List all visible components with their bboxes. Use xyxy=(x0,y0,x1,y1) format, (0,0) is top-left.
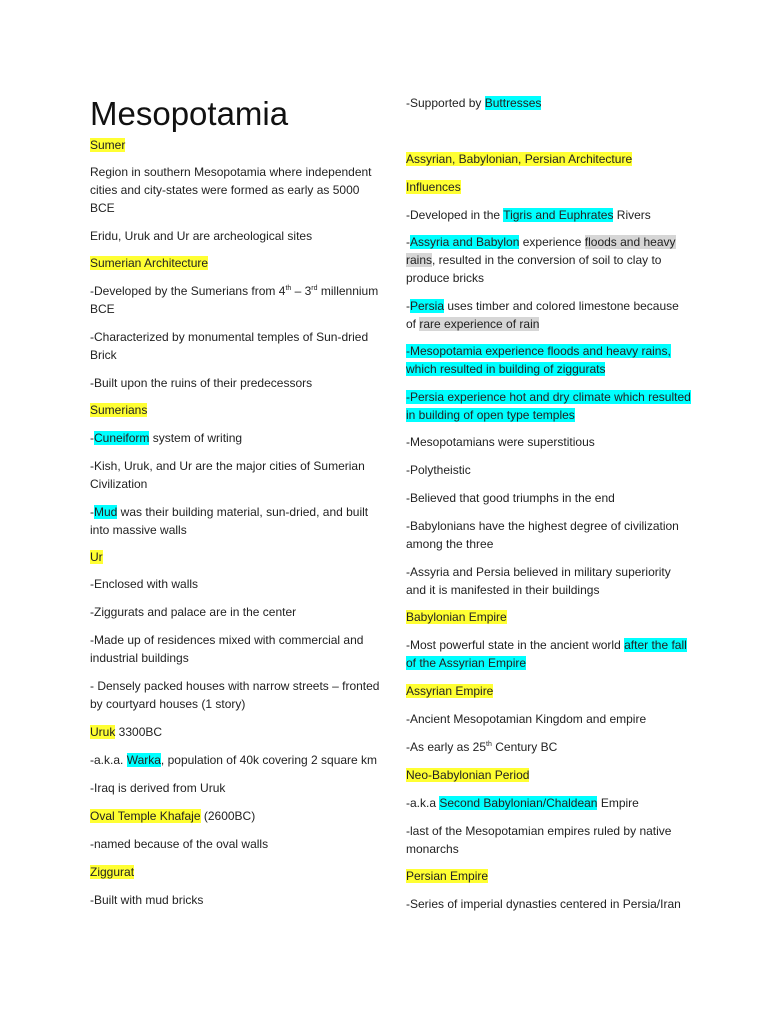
paragraph-text: -last of the Mesopotamian empires ruled by native monarchs xyxy=(406,824,672,856)
left-paragraph xyxy=(90,807,380,825)
left-paragraph xyxy=(90,891,380,909)
left-paragraph xyxy=(90,751,380,769)
paragraph-text: rd xyxy=(311,285,318,292)
left-paragraph xyxy=(90,835,380,853)
right-paragraph xyxy=(406,563,692,599)
right-paragraph xyxy=(406,738,692,756)
paragraph-text: Rivers xyxy=(613,208,651,222)
right-paragraph xyxy=(406,867,692,885)
left-paragraph xyxy=(90,503,380,539)
highlighted-text: Persian Empire xyxy=(406,869,489,883)
paragraph-text: Empire xyxy=(597,796,639,810)
paragraph-text: Eridu, Uruk and Ur are archeological sites xyxy=(90,229,313,243)
paragraph-text: -a.k.a xyxy=(406,796,440,810)
paragraph-text: -Babylonians have the highest degree of civilization among the three xyxy=(406,519,679,551)
right-paragraph xyxy=(406,794,692,812)
left-paragraph xyxy=(90,575,380,593)
paragraph-text: -Assyria and Persia believed in military superiority and it is manifested in their buildings xyxy=(406,565,671,597)
paragraph-text: experience xyxy=(519,235,585,249)
highlighted-text: Babylonian Empire xyxy=(406,610,507,624)
right-paragraph xyxy=(406,766,692,784)
paragraph-text: Century BC xyxy=(491,740,558,754)
paragraph-text: -Series of imperial dynasties centered in Persia/Iran xyxy=(406,897,681,911)
paragraph-text: , population of 40k covering 2 square km xyxy=(160,753,378,767)
paragraph-text: -Characterized by monumental temples of Sun-dried Brick xyxy=(90,330,369,362)
highlighted-text: Neo-Babylonian Period xyxy=(406,768,530,782)
left-paragraph xyxy=(90,227,380,245)
paragraph-text: -Developed by the Sumerians from 4 xyxy=(90,284,286,298)
paragraph-text: -Ancient Mesopotamian Kingdom and empire xyxy=(406,712,647,726)
paragraph-text: -Enclosed with walls xyxy=(90,577,199,591)
highlighted-text: Ziggurat xyxy=(90,865,135,879)
left-paragraph xyxy=(90,457,380,493)
paragraph-text: -Built with mud bricks xyxy=(90,893,204,907)
highlighted-text: Sumerians xyxy=(90,403,148,417)
left-paragraph xyxy=(90,401,380,419)
highlighted-text: after the fall of the Assyrian Empire xyxy=(406,638,687,670)
right-paragraph xyxy=(406,233,692,287)
highlighted-text: Persia xyxy=(410,299,445,313)
highlighted-text: -Mesopotamia experience floods and heavy rains, which resulted in building of ziggurats xyxy=(406,344,671,376)
highlighted-text: -Persia experience hot and dry climate which resulted in building of open type temples xyxy=(406,390,691,422)
highlighted-text: Assyria and Babylon xyxy=(410,235,520,249)
paragraph-text: -Iraq is derived from Uruk xyxy=(90,781,226,795)
highlighted-text: Influences xyxy=(406,180,461,194)
left-paragraph xyxy=(90,723,380,741)
right-paragraph xyxy=(406,710,692,728)
paragraph-text: – 3 xyxy=(291,284,312,298)
left-paragraph xyxy=(90,254,380,272)
paragraph-text: system of writing xyxy=(149,431,243,445)
left-paragraph xyxy=(90,631,380,667)
left-paragraph xyxy=(90,136,380,154)
left-paragraph xyxy=(90,603,380,621)
right-paragraph xyxy=(406,822,692,858)
right-paragraph xyxy=(406,461,692,479)
paragraph-text: -named because of the oval walls xyxy=(90,837,269,851)
right-paragraph xyxy=(406,206,692,224)
left-paragraph xyxy=(90,863,380,881)
paragraph-text: millennium BCE xyxy=(90,284,379,316)
highlighted-text: Mud xyxy=(94,505,118,519)
paragraph-text: -Kish, Uruk, and Ur are the major cities of Sumerian Civilization xyxy=(90,459,365,491)
paragraph-text: (2600BC) xyxy=(200,809,256,823)
left-paragraph xyxy=(90,677,380,713)
page-title: Mesopotamia xyxy=(90,95,289,132)
left-paragraph xyxy=(90,282,380,318)
right-paragraph xyxy=(406,636,692,672)
paragraph-text: - xyxy=(90,431,94,445)
paragraph-text: - xyxy=(90,505,94,519)
paragraph-text: was their building material, sun-dried, and built into massive walls xyxy=(90,505,369,537)
highlighted-text: Tigris and Euphrates xyxy=(503,208,614,222)
paragraph-text: -Mesopotamians were superstitious xyxy=(406,435,595,449)
highlighted-text: Cuneiform xyxy=(94,431,150,445)
right-paragraph xyxy=(406,342,692,378)
left-paragraph xyxy=(90,429,380,447)
left-paragraph xyxy=(90,779,380,797)
paragraph-text: -Made up of residences mixed with commercial and industrial buildings xyxy=(90,633,364,665)
right-paragraph xyxy=(406,682,692,700)
paragraph-text: -Ziggurats and palace are in the center xyxy=(90,605,297,619)
left-paragraph xyxy=(90,548,380,566)
right-paragraph xyxy=(406,433,692,451)
right-paragraph xyxy=(406,489,692,507)
highlighted-text: Assyrian, Babylonian, Persian Architecture xyxy=(406,152,633,166)
paragraph-text: -Built upon the ruins of their predecessors xyxy=(90,376,313,390)
paragraph-text: th xyxy=(285,285,292,292)
highlighted-text: rare experience of rain xyxy=(419,317,540,331)
right-paragraph xyxy=(406,150,692,168)
paragraph-text: -Most powerful state in the ancient world xyxy=(406,638,625,652)
highlighted-text: Ur xyxy=(90,550,103,564)
paragraph-text: -As early as 25 xyxy=(406,740,487,754)
right-paragraph xyxy=(406,517,692,553)
paragraph-text: - xyxy=(406,299,410,313)
paragraph-text: -Polytheistic xyxy=(406,463,471,477)
left-paragraph xyxy=(90,328,380,364)
paragraph-text: 3300BC xyxy=(115,725,163,739)
right-paragraph xyxy=(406,94,692,112)
paragraph-text: -a.k.a. xyxy=(90,753,127,767)
right-paragraph xyxy=(406,178,692,196)
right-paragraph xyxy=(406,895,692,913)
highlighted-text: Second Babylonian/Chaldean xyxy=(439,796,598,810)
paragraph-text: Region in southern Mesopotamia where independent cities and city-states were formed as early as 5000 BCE xyxy=(90,165,372,215)
left-paragraph xyxy=(90,163,380,217)
highlighted-text: Sumerian Architecture xyxy=(90,256,209,270)
highlighted-text: Oval Temple Khafaje xyxy=(90,809,201,823)
highlighted-text: Warka xyxy=(126,753,161,767)
highlighted-text: floods and heavy rains xyxy=(406,235,676,267)
paragraph-text: uses timber and colored limestone because of xyxy=(406,299,679,331)
right-paragraph xyxy=(406,297,692,333)
right-paragraph xyxy=(406,388,692,424)
paragraph-text: -Developed in the xyxy=(406,208,504,222)
highlighted-text: Uruk xyxy=(90,725,116,739)
paragraph-text: -Supported by xyxy=(406,96,485,110)
highlighted-text: Assyrian Empire xyxy=(406,684,494,698)
right-paragraph xyxy=(406,608,692,626)
left-paragraph xyxy=(90,374,380,392)
paragraph-text: th xyxy=(486,741,492,748)
highlighted-text: Buttresses xyxy=(484,96,542,110)
paragraph-text: - xyxy=(406,235,410,249)
paragraph-text: -Believed that good triumphs in the end xyxy=(406,491,615,505)
highlighted-text: Sumer xyxy=(90,138,126,152)
paragraph-text: , resulted in the conversion of soil to clay to produce bricks xyxy=(406,253,662,285)
paragraph-text: - Densely packed houses with narrow streets – fronted by courtyard houses (1 story) xyxy=(90,679,380,711)
